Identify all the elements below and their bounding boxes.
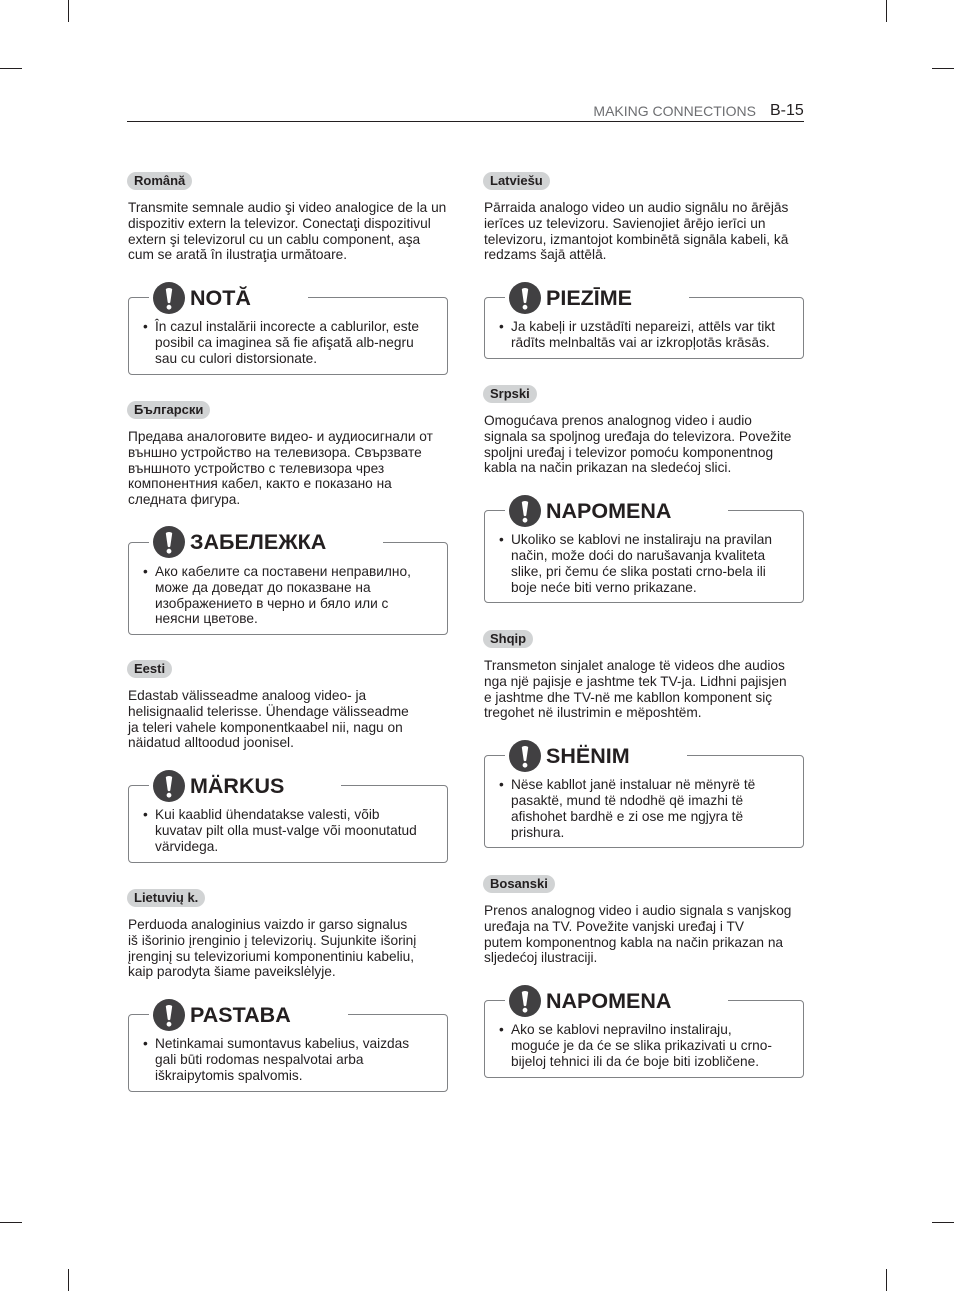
note-bullet <box>155 1036 439 1083</box>
note-line: може да доведат до показване на <box>155 579 371 595</box>
body-line: helisignaalid telerisse. Ühendage välisseadme <box>128 703 409 719</box>
note-header <box>505 985 728 1017</box>
note-header <box>149 999 348 1031</box>
section-bosnian <box>484 875 805 1078</box>
section-latvian <box>484 172 805 359</box>
crop-mark <box>932 1222 954 1223</box>
exclamation-icon <box>509 495 541 527</box>
note-box <box>128 530 448 635</box>
note-box <box>484 743 804 848</box>
body-line: spoljni uređaj i televizor pomoću komponentnog <box>484 444 774 460</box>
note-bullet <box>511 1022 795 1069</box>
note-line: • Ukoliko se kablovi ne instaliraju na pravilan <box>511 532 772 548</box>
section-body <box>128 917 449 980</box>
note-title: PASTABA <box>190 1002 291 1027</box>
crop-mark <box>932 68 954 69</box>
language-label: Bosanski <box>483 875 555 893</box>
header-section-title: MAKING CONNECTIONS <box>593 103 756 119</box>
note-line: iškraipytomis spalvomis. <box>155 1067 303 1083</box>
exclamation-icon <box>509 740 541 772</box>
note-line: način, može doći do narušavanja kvaliteta <box>511 547 766 563</box>
note-box <box>128 773 448 862</box>
note-line: kuvatav pilt olla must-valge või moonutatud <box>155 822 417 838</box>
note-line: • Ako se kablovi nepravilno instaliraju, <box>511 1022 732 1038</box>
note-bullet <box>155 319 439 366</box>
body-line: putem komponentnog kabla na način prikazan na <box>484 934 784 950</box>
note-title: SHËNIM <box>546 743 630 768</box>
crop-mark <box>0 1222 22 1223</box>
note-line: boje neće biti verno prikazane. <box>511 579 697 595</box>
note-line: slike, pri čemu će slika postati crno-bela ili <box>511 563 766 579</box>
crop-mark <box>68 0 69 22</box>
note-line: • Ако кабелите са поставени неправилно, <box>155 563 411 579</box>
note-line: bijeloj tehnici ili da će boje biti izobličene. <box>511 1053 760 1069</box>
note-bullet <box>511 532 795 595</box>
body-line: signala sa spoljnog uređaja do televizora. Povežite <box>484 428 792 444</box>
body-line: Transmite semnale audio şi video analogice de la un <box>128 200 447 215</box>
body-line: extern şi televizorul cu un cablu component, aşa <box>128 231 421 247</box>
note-box <box>128 1002 448 1091</box>
note-line: värvidega. <box>155 838 219 854</box>
section-romanian <box>128 172 449 375</box>
note-line: • Netinkamai sumontavus kabelius, vaizdas <box>155 1036 410 1052</box>
body-line: Perduoda analoginius vaizdo ir garso signalus <box>128 917 408 932</box>
note-bullet <box>511 777 795 840</box>
body-line: uređaja na TV. Povežite vanjski uređaj i TV <box>484 918 744 934</box>
section-body <box>484 413 805 476</box>
note-bullet <box>155 564 439 627</box>
body-line: e jashtme dhe TV-në me kabllon komponent siç <box>484 689 773 705</box>
body-line: Transmeton sinjalet analoge të videos dhe audios <box>484 658 785 673</box>
exclamation-icon <box>153 526 185 558</box>
header-rule <box>127 121 804 122</box>
note-header <box>505 740 687 772</box>
body-line: компонентния кабел, както е показано на <box>128 476 392 492</box>
language-label: Latviešu <box>483 172 550 190</box>
exclamation-icon <box>509 282 541 314</box>
note-box <box>484 285 804 359</box>
note-header <box>505 282 689 314</box>
page-number: B-15 <box>770 102 804 119</box>
body-line: nga një pajisje e jashtme tek TV-ja. Lidhni pajisjen <box>484 673 787 689</box>
note-line: afishohet bardhë e zi ose me ngjyra të <box>511 808 744 824</box>
body-line: tregohet në ilustrimin e mëposhtëm. <box>484 705 702 721</box>
section-body <box>128 688 449 751</box>
section-body <box>484 903 805 966</box>
section-body <box>128 200 449 263</box>
note-title: NAPOMENA <box>546 498 672 523</box>
note-line: sau cu culori distorsionate. <box>155 350 318 366</box>
body-line: Edastab välisseadme analoog video- ja <box>128 688 367 703</box>
section-lithuanian <box>128 889 449 1092</box>
body-line: įrenginį su televizoriumi komponentiniu kabeliu, <box>128 948 415 964</box>
exclamation-icon <box>153 282 185 314</box>
note-line: gali būti rodomas nespalvotai arba <box>155 1051 364 1067</box>
note-line: posibil ca imaginea să fie afişată alb-negru <box>155 334 414 350</box>
section-estonian <box>128 660 449 863</box>
section-body <box>128 429 449 508</box>
note-header <box>149 770 341 802</box>
section-body <box>484 200 805 263</box>
note-line: pasaktë, mund të ndodhë që imazhi të <box>511 792 744 808</box>
exclamation-icon <box>153 770 185 802</box>
body-line: dispozitiv extern la televizor. Conectaţi dispozitivul <box>128 215 431 231</box>
body-line: sljedećoj ilustraciji. <box>484 950 598 966</box>
note-line: rādīts melnbaltās vai ar izkropļotās krāsās. <box>511 334 770 350</box>
section-bulgarian <box>128 401 449 635</box>
note-line: • Nëse kabllot janë instaluar në mënyrë të <box>511 777 756 793</box>
note-line: • Kui kaablid ühendatakse valesti, võib <box>155 807 380 823</box>
section-body <box>484 658 805 721</box>
body-line: iš išorinio įrenginio į televizorių. Sujunkite išorinį <box>128 932 417 948</box>
note-header <box>149 526 383 558</box>
language-label: Lietuvių k. <box>127 889 205 907</box>
body-line: Pārraida analogo video un audio signālu no ārējās <box>484 200 789 215</box>
note-line: • Ja kabeļi ir uzstādīti nepareizi, attēls var tikt <box>511 319 775 335</box>
note-box <box>484 498 804 603</box>
body-line: televizoru, izmantojot kombinētā signāla kabeli, kā <box>484 231 789 247</box>
language-label: Български <box>127 401 210 419</box>
note-line: prishura. <box>511 824 565 840</box>
note-bullet <box>155 807 439 854</box>
note-line: изображението в черно и бяло или с <box>155 595 389 611</box>
language-label: Eesti <box>127 660 172 678</box>
note-title: ЗАБЕЛЕЖКА <box>190 530 327 555</box>
body-line: външното устройство с телевизора чрез <box>128 460 385 476</box>
section-albanian <box>484 630 805 848</box>
crop-mark <box>886 1269 887 1291</box>
note-title: NOTĂ <box>190 285 251 310</box>
note-header <box>149 282 308 314</box>
body-line: cum se arată în ilustraţia următoare. <box>128 247 348 263</box>
note-bullet <box>511 319 795 351</box>
note-line: неясни цветове. <box>155 611 258 627</box>
body-line: kabla na način prikazan na sledećoj slici. <box>484 460 732 476</box>
note-title: NAPOMENA <box>546 988 672 1013</box>
body-line: ja teleri vahele komponentkaabel nii, nagu on <box>128 719 403 735</box>
language-label: Shqip <box>483 630 533 648</box>
body-line: Omogućava prenos analognog video i audio <box>484 413 752 428</box>
language-label: Română <box>127 172 192 190</box>
note-box <box>484 988 804 1077</box>
crop-mark <box>0 68 22 69</box>
note-box <box>128 285 448 374</box>
body-line: Prenos analognog video i audio signala s vanjskog <box>484 903 792 918</box>
exclamation-icon <box>153 999 185 1031</box>
body-line: kaip parodyta šiame paveikslėlyje. <box>128 964 336 980</box>
body-line: redzams šajā attēlā. <box>484 247 607 263</box>
body-line: ierīces uz televizoru. Savienojiet ārējo ierīci un <box>484 215 766 231</box>
note-line: • În cazul instalării incorecte a cablurilor, este <box>155 319 419 335</box>
note-header <box>505 495 728 527</box>
note-title: PIEZĪME <box>546 285 633 310</box>
body-line: Предава аналоговите видео- и аудиосигнали от <box>128 429 433 444</box>
note-line: moguće je da će se slika prikazivati u crno- <box>511 1037 772 1053</box>
note-title: MÄRKUS <box>190 773 285 798</box>
body-line: външно устройство на телевизора. Свързвате <box>128 444 422 460</box>
crop-mark <box>68 1269 69 1291</box>
exclamation-icon <box>509 985 541 1017</box>
language-label: Srpski <box>483 385 537 403</box>
body-line: näidatud alltoodud joonisel. <box>128 735 294 751</box>
section-serbian <box>484 385 805 603</box>
crop-mark <box>886 0 887 22</box>
body-line: следната фигура. <box>128 492 241 508</box>
